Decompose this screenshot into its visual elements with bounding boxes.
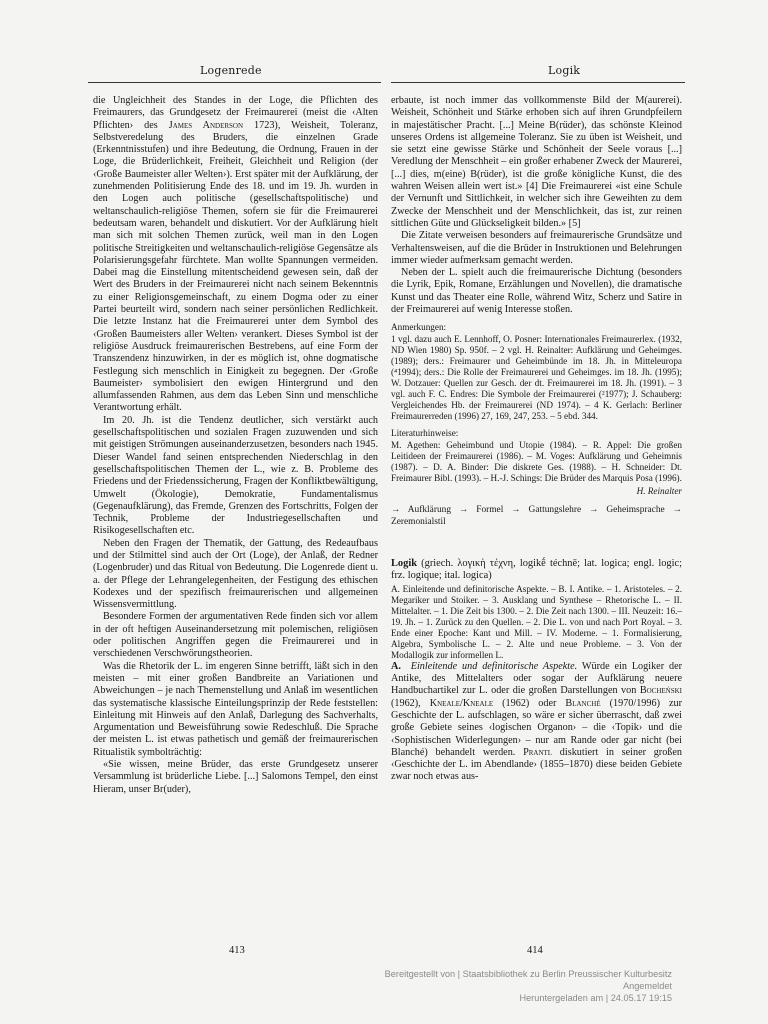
quote-paragraph: «Sie wissen, meine Brüder, das erste Grundgesetz unserer Versammlung ist brüderliche Liebe. [...] Salomons Tempel, den einst Hieram, unser Br(uder),: [93, 759, 378, 795]
notes-block: [391, 322, 682, 497]
text-run: (1970/1996) zur Geschichte der L. aufschlagen, so wäre er sicher überrascht, daß zwei große Gebiete seines ‹logischen Organon› – die ‹Topik› und die ‹Sophistischen Widerlegungen› – nur am Rande oder gar nicht (bei Blanché) behandelt werden.: [391, 697, 682, 758]
author-name: Blanché: [565, 697, 601, 709]
entry-heading: [391, 558, 682, 583]
right-column: [391, 95, 682, 784]
paragraph: Besondere Formen der argumentativen Rede finden sich vor allem in der oft heftigen Auseinandersetzung mit polemischen, religiösen oder politischen Angriffen gegen die Freimaurerei und in verschiedenen Verschwörungstheorien.: [93, 611, 378, 660]
notes-label: Anmerkungen:: [391, 322, 447, 333]
page-number-right: 414: [527, 945, 543, 956]
notes-text: 1 vgl. dazu auch E. Lennhoff, O. Posner: Internationales Freimaurerlex. (1932, ND Wien 1980) Sp. 950f. – 2 vgl. H. Reinalter: Aufklärung und Geheimges. (1989); ders.: Freimaurer und Geheimbünde im 18. Jh. in Mitteleuropa (⁴1994); ders.: Die Rolle der Freimaurerei und Geheimges. im 18. Jh. (1995); W. Dotzauer: Quellen zur Gesch. der dt. Freimaurerei im 18. Jh. (1991). – 3 vgl. auch F. C. Endres: Die Symbole der Freimaurerei (²1977); J. Schauberg: Vergleichendes Hb. der Freimaurerei (ND 1974). – 4 K. Gerlach: Berliner Freimaurerreden (1996) 27, 169, 247, 253. – 5 ebd. 344.: [391, 334, 682, 422]
paragraph: erbaute, ist noch immer das vollkommenste Bild der M(aurerei). Weisheit, Schönheit und Stärke erhoben sich auf ihren Grundpfeilern in majestätischer Pracht. [...] Meine B(rüder), das schönste Kleinod unseres Ordens ist allgemeine Toleranz. Sie zu üben ist Weisheit, und sie setzt eine gewisse Stärke und Schönheit der Seele voraus [...] Veredlung der Menschheit – ein großer erhabener Zweck der Maurerei, [...] dies, m(eine) B(rüder), ist die große königliche Kunst, die des wahren Weisen allein wert ist.» [4] Die Freimaurerei «ist eine Schule der Vernunft und Sittlichkeit, in welcher sich ihre Geweihten zu dem Zwecke der Menschheit und der Menschlichkeit, das ist, zur reinen sittlichen Güte und Glückseligkeit bilden.» [5]: [391, 95, 682, 229]
section-a-paragraph: [391, 661, 682, 784]
left-column: [93, 95, 378, 796]
section-letter: A.: [391, 660, 401, 672]
running-header-left: Logenrede: [200, 64, 262, 77]
paragraph: Die Zitate verweisen besonders auf freimaurerische Grundsätze und Verhaltensweisen, auf die die Brüder in Instruktionen und Belehrungen immer wieder aufmerksam gemacht werden.: [391, 230, 682, 266]
author-signature: H. Reinalter: [636, 486, 682, 497]
literature-text: M. Agethen: Geheimbund und Utopie (1984). – R. Appel: Die großen Leitideen der Freimaurerei (1986). – M. Voges: Aufklärung und Geheimnis (1987). – D. A. Binder: Die diskrete Ges. (1988). – H. Schneider: Dt. Freimaurer Bibl. (1993). – H.-J. Schings: Die Brüder des Marquis Posa (1996).: [391, 440, 682, 484]
footer-line: Angemeldet: [622, 981, 672, 991]
text-run: die Ungleichheit des Standes in der Loge, die Pflichten des Freimaurers, das Grundgesetz der Freimaurerei (meist die ‹Alten Pflichten› des: [93, 95, 378, 131]
text-run: diskutiert in seiner großen ‹Geschichte der L. im Abendlande› (1855–1870) diese beiden Gebiete zwar noch etwas aus-: [391, 746, 682, 783]
running-header-right: Logik: [548, 64, 581, 77]
text-run: 1723), Weisheit, Toleranz, Selbstveredelung des Bruders, die einzelnen Grade (Erkenntnisstufen) und ihre Bedeutung, die Ordnung, Frauen in der Loge, die Brüderlichkeit, Freiheit, Gleichheit und Religion (der ‹Große Baumeister aller Welten›). Erst später mit der Aufklärung, der zunehmenden Politisierung Ende des 18. und im 19. Jh. wurden in den Logen auch politische (gesellschaftspolitische) und weltanschaulich-religiöse Themen, sofern sie für die Freimaurerei bedeutsam waren, behandelt und diskutiert. Vor der Aufklärung hielt man sich mit solchen Themen zurück, weil man in den Logen politische Streitigkeiten und weltanschaulich-religiöse Gegensätze als Polarisierungsgefahr fürchtete. Man wollte Spannungen vermeiden. Dabei mag die Einstellung mitentscheidend gewesen sein, daß der Wert des Bruders in der Freimaurerei nicht nach seinem Bekenntnis zu einer Religionsgemeinschaft, zu einem Dogma oder zu einer Partei beurteilt wird, sondern nach seiner persönlichen Redlichkeit. Die letzte Instanz hat die Freimaurerei unter dem Symbol des ‹Großen Baumeisters aller Welten› verankert. Dieses Symbol ist der religiöse Ausdruck freimaurerischen Bestrebens, auf eine Form der Transzendenz hinzuwirken, in der es möglich ist, ohne dogmatische Festlegung sich menschlich in Einigkeit zu begegnen. Der ‹Große Baumeister› symbolisiert den ewigen Hintergrund und den allumfassenden Rahmen, aus dem das Leben Sinn und menschliche Verantwortung erhält.: [93, 119, 378, 414]
author-name: James Anderson: [168, 119, 244, 131]
paragraph: Im 20. Jh. ist die Tendenz deutlicher, sich verstärkt auch gesellschaftspolitischen und sozialen Fragen zuzuwenden und sich mit geistigen Strömungen auseinanderzusetzen, besonders nach 1945. Dieser Wandel fand seinen entsprechenden Niederschlag in den gesellschaftspolitischen Themen der L., wie z. B. Probleme des Friedens und der Friedenssicherung, Fragen der Konfliktbewältigung, Umwelt (Ökologie), Demokratie, Fundamentalismus (Gegenaufklärung), das Fremde, Grenzen des Fortschritts, Folgen der Technik, Probleme der Industriegesellschaften und Risikogesellschaften etc.: [93, 414, 378, 537]
entry-etymology: (griech. λογικὴ τέχνη, logikḗ téchnē; lat. logica; engl. logic; frz. logique; ital. logica): [391, 558, 682, 582]
text-run: (1962),: [391, 697, 430, 709]
text-run: (1962) oder: [493, 697, 566, 709]
paragraph: [93, 95, 378, 415]
footer-line: Heruntergeladen am | 24.05.17 19:15: [519, 993, 672, 1003]
page-number-left: 413: [229, 945, 245, 956]
author-name: Bocheński: [639, 685, 682, 697]
paragraph: Neben den Fragen der Thematik, der Gattung, des Redeaufbaus und der Stilmittel sind auch der Ort (Loge), der Anlaß, der Redner (Logenbruder) und das Ritual von Bedeutung. Die Logenrede dient u. a. der Pflege der Lehrangelegenheiten, der Festigung des ethischen Kodexes und der spezifisch freimaurerischen und allgemeinen Wissensvermittlung.: [93, 537, 378, 611]
author-name: Kneale/Kneale: [429, 697, 494, 709]
provenance-footer: [385, 968, 672, 1004]
cross-references: → Aufklärung → Formel → Gattungslehre → Geheimsprache → Zeremonialstil: [391, 505, 682, 527]
paragraph: Was die Rhetorik der L. im engeren Sinne betrifft, läßt sich in den meisten – mit einer großen Bandbreite an Variationen und Abweichungen – je nach Themenstellung und Anlaß im wesentlichen das systematische klassische Einteilungsprinzip der Rede feststellen: Einleitung mit Hinweis auf den Anlaß, Darlegung des Sachverhalts, Argumentation und Beweisführung sowie Redeschluß. Die Sprache der meisten L. ist etwas pathetisch und gemäß der freimaurerischen Ritualistik symbolträchtig:: [93, 660, 378, 758]
author-name: Prantl: [523, 746, 553, 758]
paragraph: Neben der L. spielt auch die freimaurerische Dichtung (besonders die Lyrik, Epik, Romane, Erzählungen und Novellen), die dramatische Kunst und das Theater eine Rolle, während Witz, Scherz und Satire in der Freimaurerei auf wenig Interesse stoßen.: [391, 267, 682, 316]
entry-term: Logik: [391, 558, 417, 570]
header-rule-right: [391, 82, 685, 83]
entry-outline: A. Einleitende und definitorische Aspekte. – B. I. Antike. – 1. Aristoteles. – 2. Megariker und Stoiker. – 3. Ausklang und Synthese – Rhetorische L. – II. Mittelalter. – 1. Die Zeit bis 1300. – 2. Die Zeit nach 1300. – III. Neuzeit: 16.–19. Jh. – 1. Zurück zu den Quellen. – 2. Die L. von und nach Port Royal. – 3. Ende einer Epoche: Kant und Mill. – IV. Moderne. – 1. Formalisierung, Algebra, Symbolische L. – 2. Alte und neue Probleme. – 3. Von der Modallogik zur informellen L.: [391, 583, 682, 660]
header-rule-left: [88, 82, 381, 83]
text-run: Würde ein Logiker der Antike, des Mittelalters oder sogar der Aufklärung neuere Handbuchartikel zur L. oder die großen Darstellungen von: [391, 660, 682, 697]
section-title: Einleitende und definitorische Aspekte.: [410, 660, 578, 672]
literature-label: Literaturhinweise:: [391, 428, 459, 439]
footer-line: Bereitgestellt von | Staatsbibliothek zu Berlin Preussischer Kulturbesitz: [384, 969, 672, 979]
